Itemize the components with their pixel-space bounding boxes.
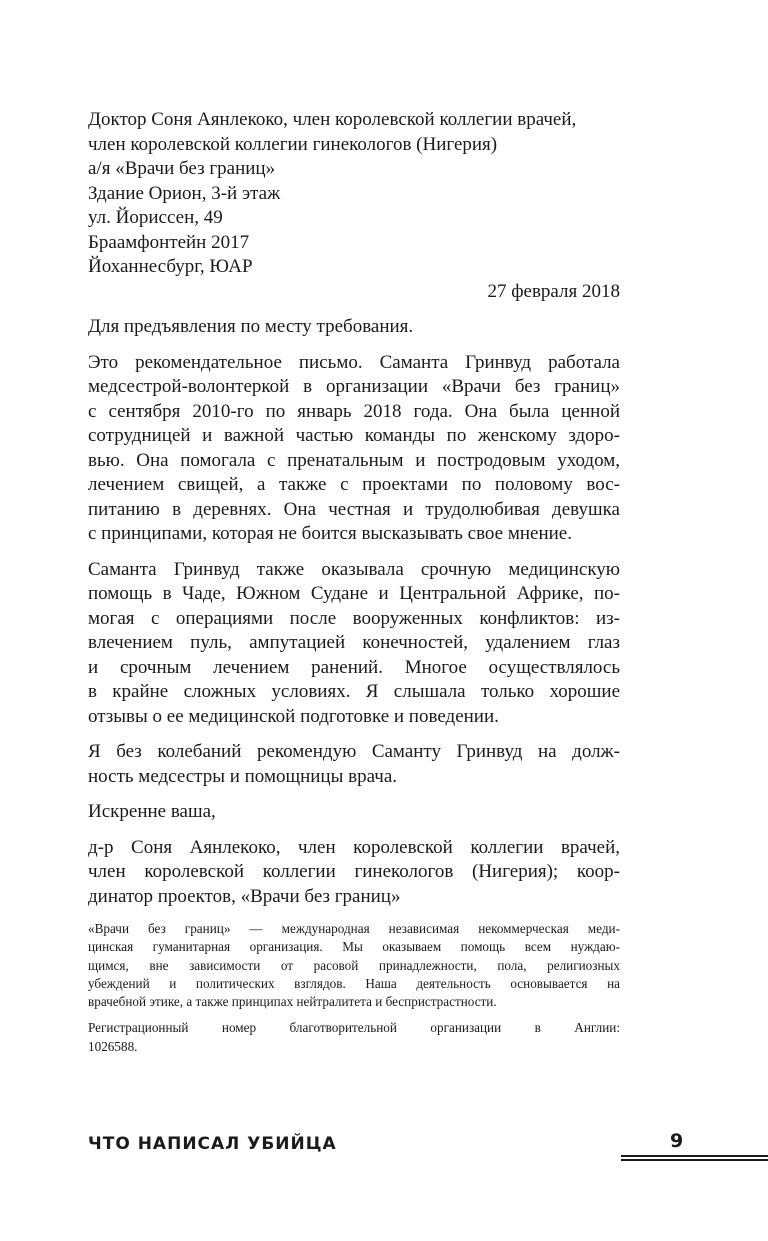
- address-line: а/я «Врачи без границ»: [88, 158, 276, 179]
- text-line: д-р Соня Аянлекоко, член королевской коллегии врачей,: [88, 836, 620, 858]
- paragraph-conclusion: [88, 740, 620, 789]
- address-line: член королевской коллегии гинекологов (Нигерия): [88, 133, 498, 155]
- text-line: вью. Она помогала с пренатальным и постродовым уходом,: [88, 449, 620, 471]
- text-line: с сентября 2010-го по январь 2018 года. Она была ценной: [88, 400, 620, 422]
- running-head: ЧТО НАПИСАЛ УБИЙЦА: [88, 1134, 337, 1154]
- letter-page: [88, 108, 620, 1064]
- text-line: питанию в деревнях. Она честная и трудолюбивая девушка: [88, 498, 620, 520]
- address-line: Здание Орион, 3-й этаж: [88, 182, 281, 204]
- footnote-line: щимся, вне зависимости от расовой принадлежности, пола, религиозных: [88, 957, 620, 973]
- text-line: медсестрой-волонтеркой в организации «Врачи без границ»: [88, 376, 620, 397]
- page-number: 9: [670, 1130, 684, 1152]
- text-line: отзывы о ее медицинской подготовке и поведении.: [88, 705, 499, 727]
- text-line: член королевской коллегии гинекологов (Нигерия); коор-: [88, 861, 620, 882]
- text-line: и срочным лечением ранений. Многое осуществлялось: [88, 656, 620, 678]
- paragraph-addressee: [88, 315, 620, 340]
- text-line: с принципами, которая не боится высказывать свое мнение.: [88, 523, 572, 544]
- footnote-line: цинская гуманитарная организация. Мы оказываем помощь всем нуждаю-: [88, 939, 620, 955]
- address-line: Браамфонтейн 2017: [88, 231, 250, 253]
- footnote-line: 1026588.: [88, 1038, 138, 1054]
- text-line: Искренне ваша,: [88, 801, 216, 822]
- text-line: могая с операциями после вооруженных конфликтов: из-: [88, 607, 620, 629]
- text-line: Саманта Гринвуд также оказывала срочную медицинскую: [88, 558, 620, 580]
- footer-rule: [621, 1155, 768, 1157]
- signature: [88, 836, 620, 910]
- text-line: влечением пуль, ампутацией конечностей, удалением глаз: [88, 632, 620, 653]
- text-line: помощь в Чаде, Южном Судане и Центральной Африке, по-: [88, 583, 620, 604]
- paragraph-experience: [88, 558, 620, 730]
- footnote-registration: [88, 1019, 620, 1056]
- text-line: Для предъявления по месту требования.: [88, 316, 414, 337]
- footnote-line: убеждений и политических взглядов. Наша деятельность основывается на: [88, 975, 620, 991]
- address-line: Доктор Соня Аянлекоко, член королевской коллегии врачей,: [88, 109, 577, 130]
- text-line: Я без колебаний рекомендую Саманту Гринвуд на долж-: [88, 741, 620, 762]
- address-line: Йоханнесбург, ЮАР: [88, 256, 253, 277]
- letter-date: 27 февраля 2018: [487, 280, 620, 302]
- text-line: лечением свищей, а также с проектами по половому вос-: [88, 474, 620, 495]
- text-line: сотрудницей и важной частью команды по женскому здоро-: [88, 425, 620, 446]
- footnote-line: «Врачи без границ» — международная независимая некоммерческая меди-: [88, 921, 620, 936]
- text-line: в крайне сложных условиях. Я слышала только хорошие: [88, 681, 620, 702]
- text-line: ность медсестры и помощницы врача.: [88, 765, 398, 787]
- footnotes: [88, 920, 620, 1056]
- footnote-organization: [88, 920, 620, 1011]
- address-line: ул. Йориссен, 49: [88, 207, 223, 228]
- closing: [88, 800, 620, 825]
- sender-address: [88, 108, 620, 280]
- text-line: динатор проектов, «Врачи без границ»: [88, 885, 401, 907]
- text-line: Это рекомендательное письмо. Саманта Гринвуд работала: [88, 351, 620, 373]
- footer-rule: [621, 1159, 768, 1161]
- paragraph-recommendation: [88, 351, 620, 547]
- footnote-line: врачебной этике, а также принципах нейтралитета и беспристрастности.: [88, 994, 497, 1010]
- footnote-line: Регистрационный номер благотворительной организации в Англии:: [88, 1020, 620, 1036]
